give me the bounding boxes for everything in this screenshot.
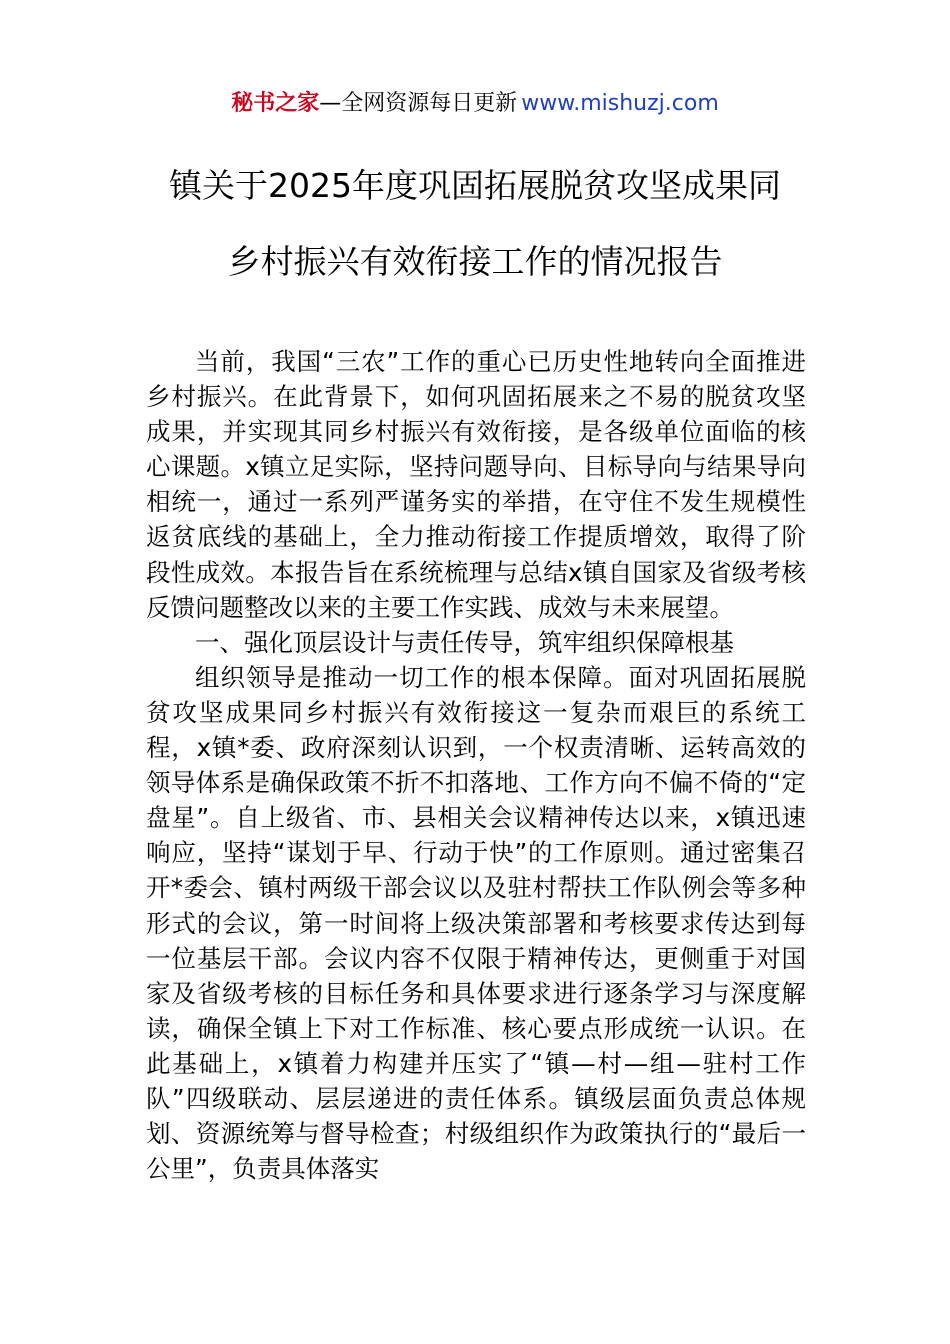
document-title (0, 160, 950, 312)
site-header (0, 88, 950, 120)
title-line-1: 镇关于2025年度巩固拓展脱贫攻坚成果同 (169, 166, 781, 205)
intro-paragraph: 当前，我国“三农”工作的重心已历史性地转向全面推进乡村振兴。在此背景下，如何巩固拓展来之不易的脱贫攻坚成果，并实现其同乡村振兴有效衔接，是各级单位面临的核心课题。x镇立足实际，坚持问题导向、目标导向与结果导向相统一，通过一系列严谨务实的举措，在守住不发生规模性返贫底线的基础上，全力推动衔接工作提质增效，取得了阶段性成效。本报告旨在系统梳理与总结x镇自国家及省级考核反馈问题整改以来的主要工作实践、成效与未来展望。 (146, 347, 806, 622)
site-url-link[interactable]: www.mishuzj.com (521, 91, 719, 116)
section-heading-1: 一、强化顶层设计与责任传导，筑牢组织保障根基 (195, 627, 734, 657)
site-brand[interactable]: 秘书之家 (231, 91, 320, 116)
section-1-paragraph: 组织领导是推动一切工作的根本保障。面对巩固拓展脱贫攻坚成果同乡村振兴有效衔接这一复杂而艰巨的系统工程，x镇*委、政府深刻认识到，一个权责清晰、运转高效的领导体系是确保政策不折不扣落地、工作方向不偏不倚的“定盘星”。自上级省、市、县相关会议精神传达以来，x镇迅速响应，坚持“谋划于早、行动于快”的工作原则。通过密集召开*委会、镇村两级干部会议以及驻村帮扶工作队例会等多种形式的会议，第一时间将上级决策部署和考核要求传达到每一位基层干部。会议内容不仅限于精神传达，更侧重于对国家及省级考核的目标任务和具体要求进行逐条学习与深度解读，确保全镇上下对工作标准、核心要点形成统一认识。在此基础上，x镇着力构建并压实了“镇—村—组—驻村工作队”四级联动、层层递进的责任体系。镇级层面负责总体规划、资源统筹与督导检查；村级组织作为政策执行的“最后一公里”，负责具体落实 (146, 662, 806, 1184)
document-body (146, 344, 806, 1186)
title-line-2: 乡村振兴有效衔接工作的情况报告 (227, 242, 723, 281)
site-slogan: —全网资源每日更新 (319, 91, 518, 116)
